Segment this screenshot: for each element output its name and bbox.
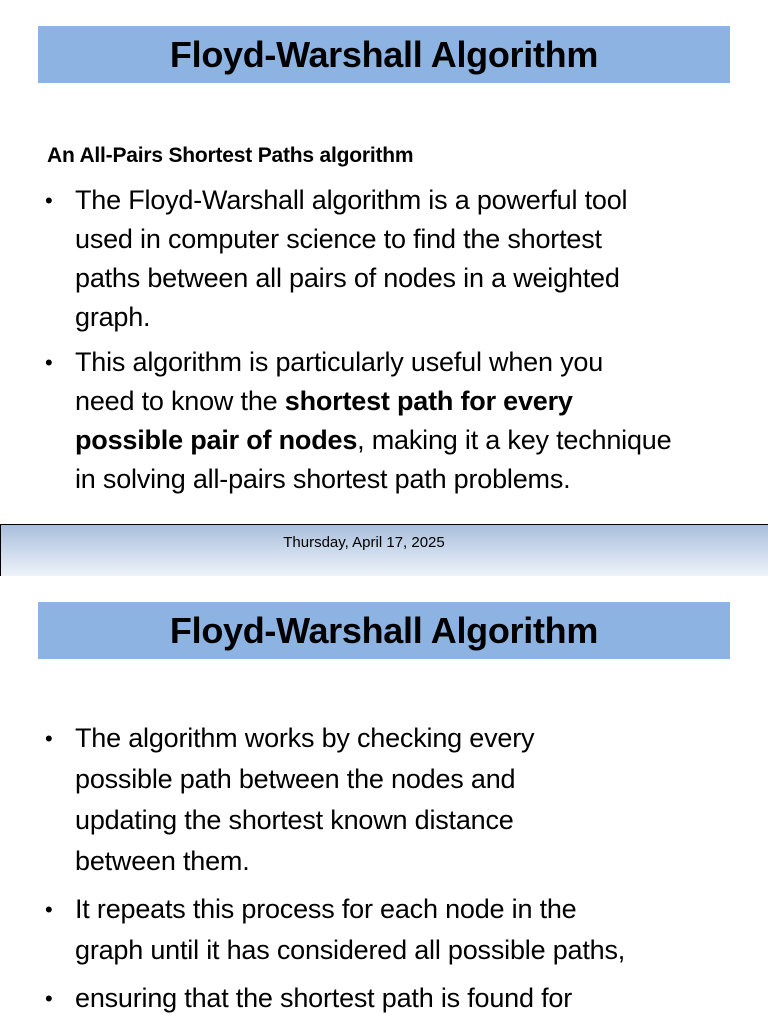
slide-date: Thursday, April 17, 2025 (283, 534, 445, 551)
bullet-bold-text: shortest path for every (284, 386, 573, 416)
bullet-line (75, 421, 738, 460)
bullet-line: It repeats this process for each node in the (75, 894, 577, 924)
bullet-dot-icon: • (45, 986, 53, 1011)
bullet-line: possible path between the nodes and (75, 764, 516, 794)
bullet-line: paths between all pairs of nodes in a weighted (75, 263, 620, 293)
bullet-dot-icon: • (45, 350, 53, 375)
slide-1-title: Floyd-Warshall Algorithm (169, 33, 599, 75)
bullet-dot-icon: • (45, 897, 53, 922)
bullet-line: The algorithm works by checking every (75, 723, 535, 753)
bullet-line: The Floyd-Warshall algorithm is a powerful tool (75, 185, 628, 215)
bullet-line: between them. (75, 846, 250, 876)
bullet-line: This algorithm is particularly useful when you (75, 347, 604, 377)
bullet-line: used in computer science to find the shortest (75, 224, 602, 254)
bullet-line: graph. (75, 302, 151, 332)
slide-2-bullet-1 (0, 718, 768, 882)
slide-separator (0, 524, 768, 576)
bullet-line: graph until it has considered all possible paths, (75, 935, 626, 965)
slide-1-title-bar (38, 26, 730, 83)
slide-2-title-bar (38, 602, 730, 659)
bullet-dot-icon: • (45, 188, 53, 213)
slide-2-title: Floyd-Warshall Algorithm (169, 609, 599, 651)
separator-edge (0, 525, 1, 577)
bullet-text: , making it a key technique (357, 425, 672, 455)
slide-1-bullet-2 (0, 343, 768, 499)
slide-1-bullet-1 (0, 181, 768, 337)
slide-2-bullet-list (0, 718, 768, 1024)
bullet-line (75, 382, 738, 421)
bullet-text: need to know the (75, 386, 285, 416)
bullet-line: updating the shortest known distance (75, 805, 514, 835)
bullet-line: ensuring that the shortest path is found for (75, 983, 573, 1013)
bullet-bold-text: possible pair of nodes (75, 425, 358, 455)
slide-1-subtitle: An All-Pairs Shortest Paths algorithm (47, 144, 414, 167)
bullet-line: in solving all-pairs shortest path problems. (75, 464, 571, 494)
slide-1-bullet-list (0, 181, 768, 505)
slide-2-bullet-2 (0, 889, 768, 971)
slide-2-bullet-3 (0, 978, 768, 1019)
slide-2 (0, 576, 768, 1024)
bullet-dot-icon: • (45, 726, 53, 751)
